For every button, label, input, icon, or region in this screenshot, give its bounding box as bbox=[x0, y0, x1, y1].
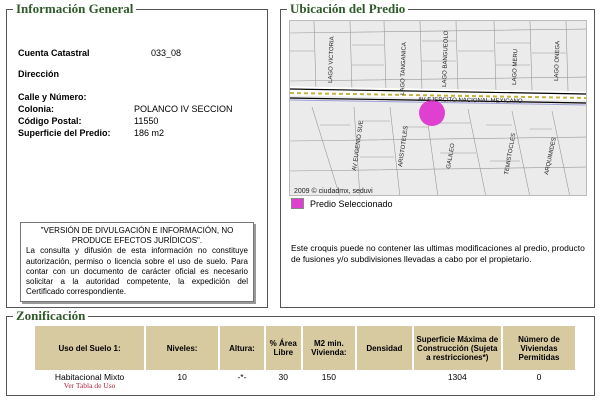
cell-uso bbox=[35, 370, 144, 391]
header-superficie-max: Superficie Máxima de Construcción (Sujeta a restricciones*) bbox=[414, 326, 501, 370]
cell-niveles: 10 bbox=[177, 372, 187, 382]
cuenta-catastral-value: 033_08 bbox=[151, 48, 182, 58]
calle-label: Calle y Número: bbox=[18, 92, 87, 102]
cell-num-viviendas: 0 bbox=[536, 372, 542, 382]
street-temistocles: TEMISTOCLES bbox=[504, 132, 518, 176]
table-header-row bbox=[35, 326, 575, 370]
street-arquimides: ARQUIMIDES bbox=[544, 136, 558, 176]
colonia-value: POLANCO IV SECCION bbox=[134, 104, 233, 114]
cell-area-libre: 30 bbox=[278, 372, 288, 382]
superficie-label: Superficie del Predio: bbox=[18, 128, 111, 138]
zonificacion-panel bbox=[6, 308, 595, 396]
zonificacion-table bbox=[33, 326, 577, 391]
header-area-libre: % Área Libre bbox=[266, 326, 301, 370]
street-lago-onega: LAGO ONEGA bbox=[554, 40, 562, 82]
disclaimer-body: La consulta y difusión de esta información no constituye autorización, permiso o licencia sobre el uso de suelo. Para contar con un documento de carácter oficial es necesario solicitar a la autoridad competente, la expedición del Certificado correspondiente. bbox=[26, 246, 248, 297]
map-legend bbox=[291, 198, 393, 209]
street-aristoteles: ARISTOTELES bbox=[398, 125, 410, 168]
ubicacion-predio-title: Ubicación del Predio bbox=[287, 2, 408, 16]
legend-swatch bbox=[291, 198, 304, 209]
ubicacion-predio-panel bbox=[280, 1, 595, 308]
table-row bbox=[35, 370, 575, 391]
header-num-viviendas: Número de Viviendas Permitidas bbox=[503, 326, 575, 370]
informacion-general-title: Información General bbox=[13, 2, 136, 16]
street-lago-bangueolo: LAGO BANGUEOLO bbox=[442, 30, 450, 88]
header-densidad: Densidad bbox=[357, 326, 412, 370]
direccion-label: Dirección bbox=[18, 69, 60, 79]
disclaimer-box bbox=[20, 222, 254, 302]
location-map[interactable] bbox=[289, 20, 587, 196]
codigo-postal-value: 11550 bbox=[134, 116, 159, 126]
street-lago-victoria: LAGO VICTORIA bbox=[328, 36, 336, 84]
zonificacion-title: Zonificación bbox=[13, 309, 88, 323]
colonia-label: Colonia: bbox=[18, 104, 54, 114]
street-lago-meru: LAGO MERU bbox=[512, 48, 520, 86]
legend-label: Predio Seleccionado bbox=[310, 198, 393, 209]
informacion-general-panel bbox=[6, 1, 268, 308]
street-galileo: GALILEO bbox=[446, 143, 457, 170]
cell-altura: -*- bbox=[237, 372, 247, 382]
cell-densidad bbox=[357, 370, 412, 391]
street-av-eugenio-sue: AV EUGENIO SUE bbox=[352, 120, 366, 172]
map-copyright: 2009 © ciudadmx, seduvi bbox=[294, 188, 373, 195]
header-niveles: Niveles: bbox=[146, 326, 218, 370]
cuenta-catastral-label: Cuenta Catastral bbox=[18, 48, 90, 58]
street-av-ejercito: AV EJERCITO NACIONAL MEXICANO bbox=[417, 97, 523, 105]
codigo-postal-label: Código Postal: bbox=[18, 116, 82, 126]
header-altura: Altura: bbox=[220, 326, 264, 370]
disclaimer-head: "VERSIÓN DE DIVULGACIÓN E INFORMACIÓN, NO PRODUCE EFECTOS JURÍDICOS". bbox=[40, 226, 234, 246]
superficie-value: 186 m2 bbox=[134, 128, 165, 138]
header-m2-vivienda: M2 min. Vivienda: bbox=[303, 326, 355, 370]
map-note: Este croquis puede no contener las ultimas modificaciones al predio, producto de fusiones y/o subdivisiones llevadas a cabo por el propietario. bbox=[291, 243, 585, 264]
street-lago-tanganica: LAGO TANGANICA bbox=[400, 42, 408, 96]
uso-value: Habitacional Mixto bbox=[54, 372, 125, 382]
ver-tabla-link[interactable]: Ver Tabla de Uso bbox=[63, 381, 116, 390]
map-svg bbox=[290, 21, 587, 196]
cell-superficie-max: 1304 bbox=[447, 372, 467, 382]
cell-m2-vivienda: 150 bbox=[321, 372, 336, 382]
header-uso: Uso del Suelo 1: bbox=[35, 326, 144, 370]
